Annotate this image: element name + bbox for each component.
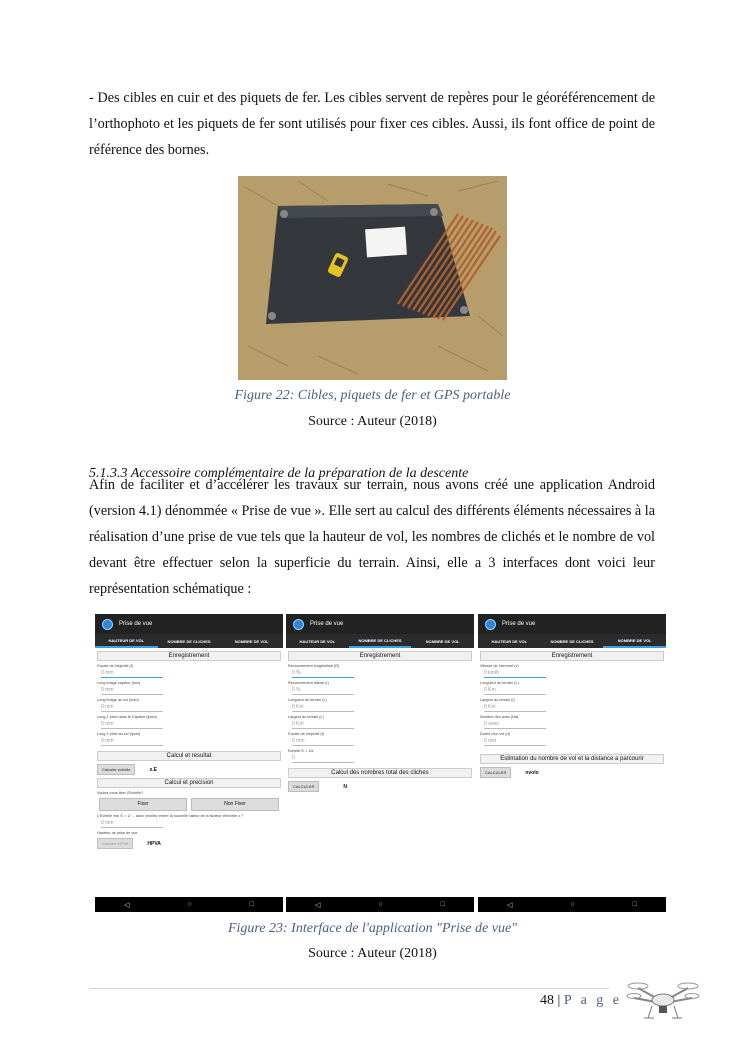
field-label: Recouvrement lateral (r) (288, 681, 329, 685)
page-number (540, 993, 622, 1009)
figure-22-source: Source : Auteur (2018) (308, 414, 437, 429)
calculer-button[interactable]: CALCULER (480, 767, 511, 778)
app-title: Prise de vue (502, 621, 536, 627)
app-logo-icon (293, 619, 304, 630)
fix-scale-question: Voulez-vous fixer l'Echelle? (97, 791, 144, 795)
app-screen-nombre-de-vol (478, 614, 666, 912)
back-icon[interactable]: ◁ (315, 901, 321, 909)
home-icon[interactable]: ○ (570, 901, 575, 908)
targets-stakes-gps-photo (238, 176, 507, 380)
cliches-result: N (343, 783, 347, 790)
calculer-echelle-button[interactable]: Calculer echelle (97, 764, 135, 775)
duree-vol-input[interactable]: 0 min (484, 737, 546, 746)
vol-result: nvolo (525, 769, 539, 776)
field-label: Recouvrement longitudinal (R) (288, 664, 340, 668)
figure-23-caption: Figure 23: Interface de l'application "Prise de vue" (227, 921, 518, 936)
field-label: Largeur du terrain (l) (480, 698, 515, 702)
drone-icon (626, 978, 700, 1022)
longueur-terrain-input[interactable]: 0 Km (292, 703, 354, 712)
largeur-terrain-input[interactable]: 0 Km (484, 703, 546, 712)
vitesse-input[interactable]: 0 km/h (484, 669, 546, 678)
footer-divider (89, 988, 609, 989)
long-pixel-sol-input[interactable]: 0 mm (101, 737, 163, 746)
calculer-button[interactable]: CALCULER (288, 781, 319, 792)
field-label: Long image capteur (lcm) (97, 681, 141, 685)
section-enregistrement: Enregistrement (97, 651, 281, 661)
hauteur-label: Hauteur de prise de vue (97, 831, 138, 835)
tab-hauteur-de-vol[interactable]: HAUTEUR DE VOL (299, 638, 336, 644)
tab-hauteur-de-vol[interactable]: HAUTEUR DE VOL (491, 638, 528, 644)
echelle-label: L'Echelle est: E = 1/ ... donc veuillez entrer la nouvelle valeur de la facteur d'échelle x ? (97, 814, 244, 818)
field-label: Nombre des axes (Na) (480, 715, 519, 719)
recents-icon[interactable]: □ (249, 901, 254, 908)
long-image-sol-input[interactable]: 0 mm (101, 703, 163, 712)
page-word: P a g e (563, 993, 623, 1008)
echelle-input[interactable]: 0 (292, 754, 354, 763)
tab-nombre-de-cliches[interactable]: NOMBRE DE CLICHES (550, 638, 594, 644)
recouvrement-lateral-input[interactable]: 0 % (292, 686, 354, 695)
app-screen-hauteur-de-vol (95, 614, 283, 912)
long-pixel-capteur-input[interactable]: 0 mm (101, 720, 163, 729)
field-label: Focale de l'objectif (f) (97, 664, 133, 668)
field-label: Long image au sol (lmm) (97, 698, 139, 702)
field-label: Long 1 pixel au sol (lpsm) (97, 732, 141, 736)
field-label: Longueur du terrain (L) (480, 681, 519, 685)
field-label: Vitesse de l'aeronef (v) (480, 664, 519, 668)
section-calcul-cliches: Calcul des nombres total des cliches (288, 768, 472, 778)
back-icon[interactable]: ◁ (507, 901, 513, 909)
tab-nombre-de-cliches[interactable]: NOMBRE DE CLICHES (349, 634, 412, 648)
longueur-terrain-input[interactable]: 0 Km (484, 686, 546, 695)
intro-paragraph: - Des cibles en cuir et des piquets de fer. Les cibles servent de repères pour le géoréférencement de l’orthophoto et les piquets de fer sont utilisés pour fixer ces cibles. Aussi, ils font office de point de référence des bornes. (89, 90, 655, 158)
focale-input[interactable]: 0 mm (292, 737, 354, 746)
tab-nombre-de-vol[interactable]: NOMBRE DE VOL (425, 638, 460, 644)
app-title: Prise de vue (119, 621, 153, 627)
home-icon[interactable]: ○ (187, 901, 192, 908)
section-heading: 5.1.3.3 Accessoire complémentaire de la préparation de la descente (89, 466, 469, 481)
recouvrement-longitudinal-input[interactable]: 0 % (292, 669, 354, 678)
app-screen-nombre-de-cliches (286, 614, 474, 912)
tab-nombre-de-vol[interactable]: NOMBRE DE VOL (234, 638, 269, 644)
field-label: Focale de l'objectif (f) (288, 732, 324, 736)
section-calcul-resultat: Calcul et resultat (97, 751, 281, 761)
field-label: Echelle E = 1/e (288, 749, 314, 753)
section-estimation-vol: Estimation du nombre de vol et la distance a parcourir (480, 754, 664, 764)
field-label: Duree d'un vol (d) (480, 732, 511, 736)
tab-nombre-de-cliches[interactable]: NOMBRE DE CLICHES (167, 638, 211, 644)
page-number-value: 48 (540, 993, 554, 1008)
tab-nombre-de-vol[interactable]: NOMBRE DE VOL (603, 634, 666, 648)
figure-23-source: Source : Auteur (2018) (308, 946, 437, 961)
app-logo-icon (485, 619, 496, 630)
back-icon[interactable]: ◁ (124, 901, 130, 909)
calculer-hpva-button[interactable]: Calculer HPVA (97, 838, 133, 849)
hpva-result: HPVA (147, 840, 161, 847)
nombre-axes-input[interactable]: 0 axes (484, 720, 546, 729)
recents-icon[interactable]: □ (632, 901, 637, 908)
field-label: Long 1 pixel dans le Capteur (lpcm) (97, 715, 157, 719)
section-enregistrement: Enregistrement (480, 651, 664, 661)
focale-input[interactable]: 0 mm (101, 669, 163, 678)
app-logo-icon (102, 619, 113, 630)
field-label: Largeur du terrain (L) (288, 715, 324, 719)
echelle-input[interactable]: 0 mm (101, 819, 163, 828)
long-image-capteur-input[interactable]: 0 mm (101, 686, 163, 695)
section-enregistrement: Enregistrement (288, 651, 472, 661)
tab-hauteur-de-vol[interactable]: HAUTEUR DE VOL (95, 634, 158, 648)
echelle-result: x.E (149, 766, 157, 773)
figure-22-caption: Figure 22: Cibles, piquets de fer et GPS portable (234, 388, 511, 403)
page-separator: | (557, 993, 561, 1008)
body-paragraph: Afin de faciliter et d’accélérer les travaux sur terrain, nous avons créé une application Android (version 4.1) dénommée « Prise de vue ». Elle sert au calcul des différents éléments nécessaires à la réalisation d’une prise de vue tels que la hauteur de vol, les nombres de clichés et le nombre de vol devant être effectuer selon la superficie du terrain. Ainsi, elle a 3 interfaces dont voici leur représentation schématique : (89, 477, 655, 597)
non-fixer-button[interactable]: Non Fixer (191, 798, 279, 811)
largeur-terrain-input[interactable]: 0 Km (292, 720, 354, 729)
section-calcul-precision: Calcul et precision (97, 778, 281, 788)
app-title: Prise de vue (310, 621, 344, 627)
field-label: Longueur du terrain (L) (288, 698, 327, 702)
recents-icon[interactable]: □ (440, 901, 445, 908)
home-icon[interactable]: ○ (378, 901, 383, 908)
fixer-button[interactable]: Fixer (99, 798, 187, 811)
